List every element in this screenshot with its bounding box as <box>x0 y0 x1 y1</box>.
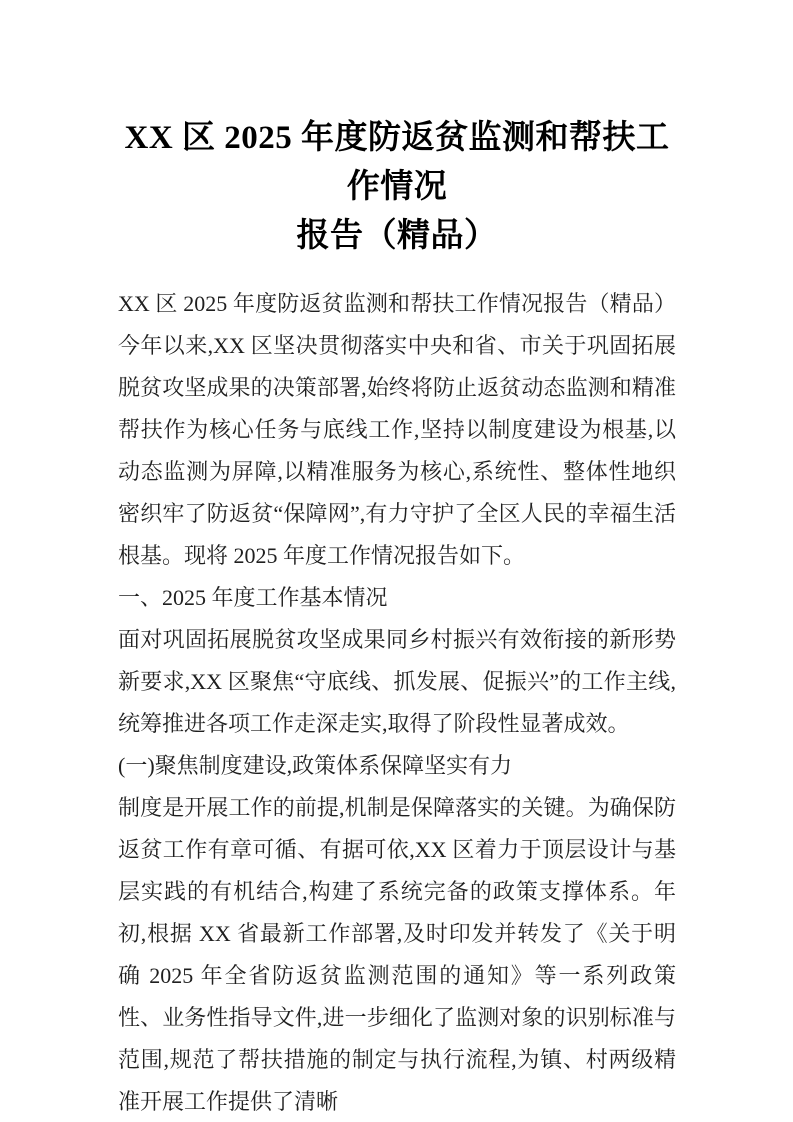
document-body <box>118 283 676 1122</box>
paragraph: XX 区 2025 年度防返贫监测和帮扶工作情况报告（精品）今年以来,XX 区坚决贯彻落实中央和省、市关于巩固拓展脱贫攻坚成果的决策部署,始终将防止返贫动态监测和精准帮扶作为核心任务与底线工作,坚持以制度建设为根基,以动态监测为屏障,以精准服务为核心,系统性、整体性地织密织牢了防返贫“保障网”,有力守护了全区人民的幸福生活根基。现将 2025 年度工作情况报告如下。 <box>118 291 676 568</box>
paragraph: 面对巩固拓展脱贫攻坚成果同乡村振兴有效衔接的新形势新要求,XX 区聚焦“守底线、抓发展、促振兴”的工作主线,统筹推进各项工作走深走实,取得了阶段性显著成效。 <box>118 627 676 736</box>
document-title <box>118 114 676 261</box>
paragraph: 一、2025 年度工作基本情况 <box>118 585 388 610</box>
title-line-2: 报告（精品） <box>296 218 498 254</box>
title-line-1: XX 区 2025 年度防返贫监测和帮扶工作情况 <box>124 120 670 205</box>
paragraph: (一)聚焦制度建设,政策体系保障坚实有力 <box>118 753 513 778</box>
paragraph: 制度是开展工作的前提,机制是保障落实的关键。为确保防返贫工作有章可循、有据可依,XX 区着力于顶层设计与基层实践的有机结合,构建了系统完备的政策支撑体系。年初,根据 XX 省最新工作部署,及时印发并转发了《关于明确 2025 年全省防返贫监测范围的通知》等一系列政策性、业务性指导文件,进一步细化了监测对象的识别标准与范围,规范了帮扶措施的制定与执行流程,为镇、村两级精准开展工作提供了清晰 <box>118 795 676 1114</box>
